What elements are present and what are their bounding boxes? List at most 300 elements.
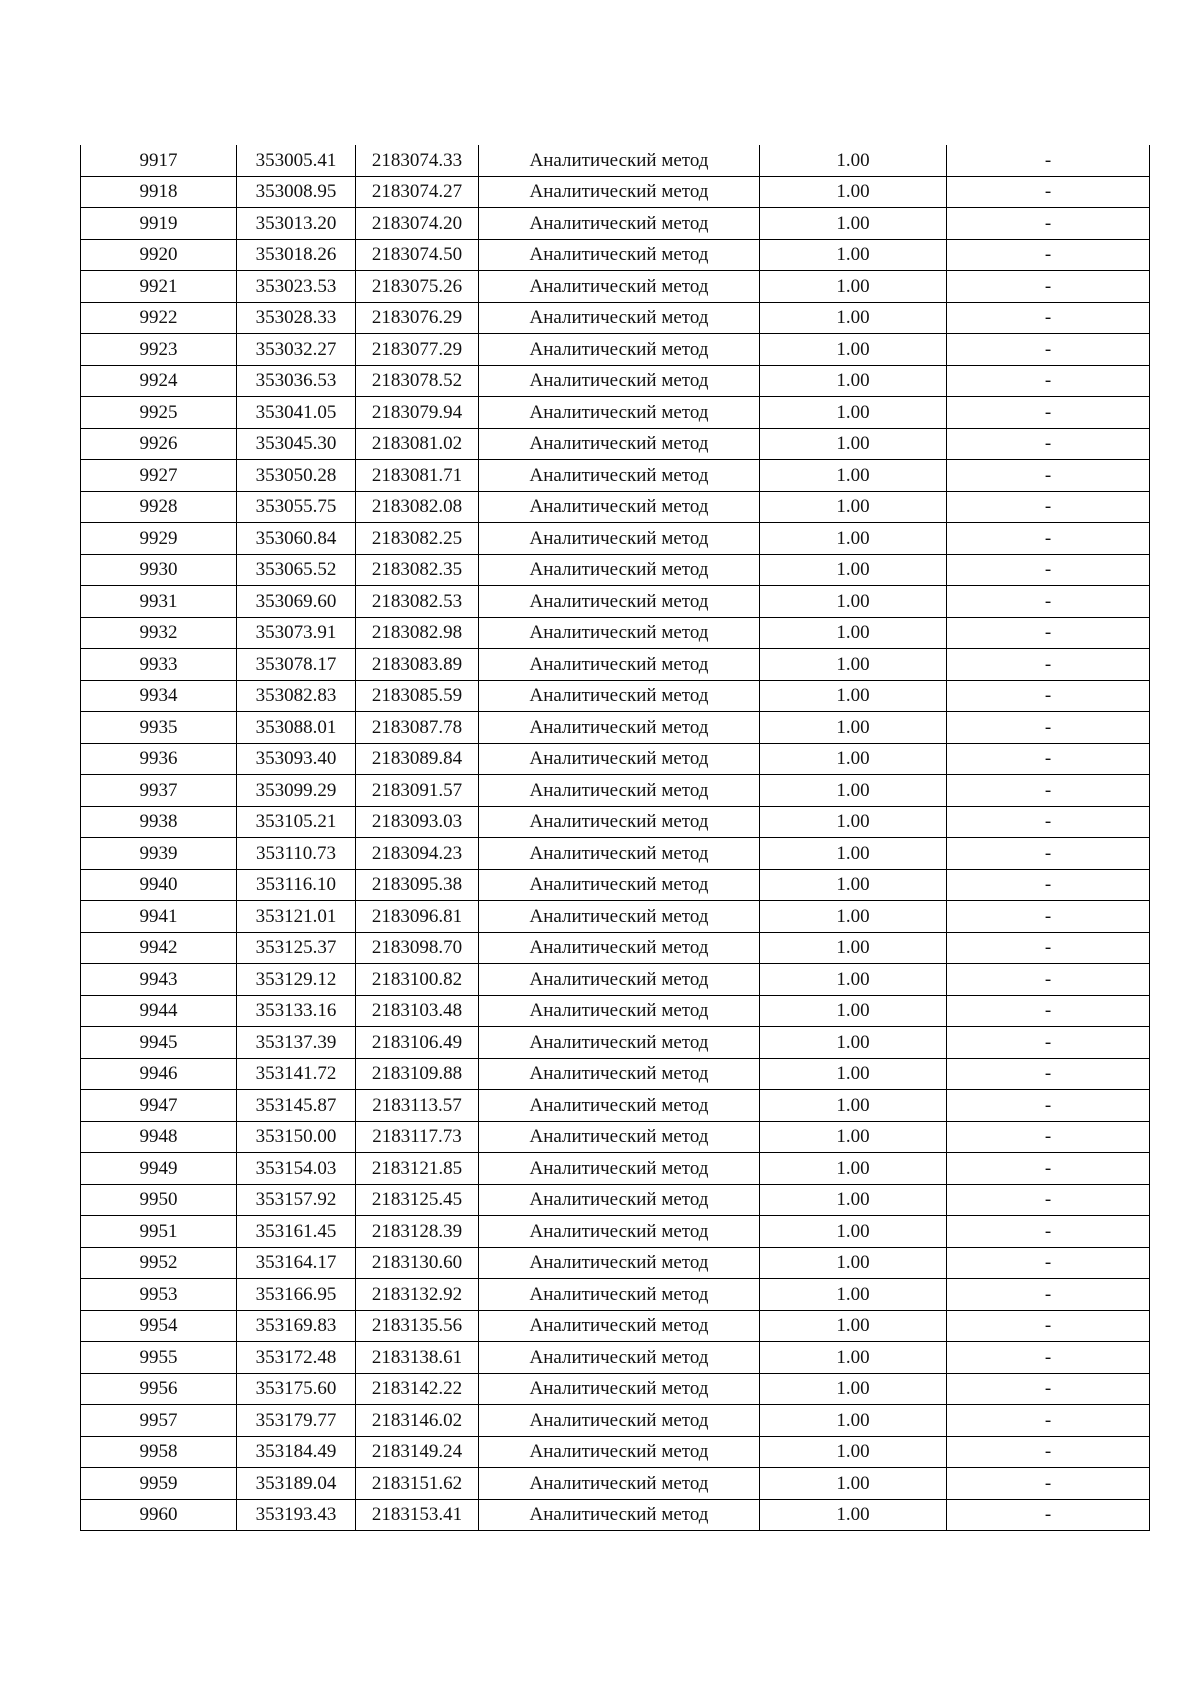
x-coordinate-cell: 353193.43 (237, 1499, 356, 1531)
method-cell: Аналитический метод (479, 176, 760, 208)
table-row (81, 145, 1150, 176)
description-cell: - (947, 1499, 1150, 1531)
point-number-cell: 9949 (81, 1153, 237, 1185)
accuracy-cell: 1.00 (760, 995, 947, 1027)
description-cell: - (947, 838, 1150, 870)
y-coordinate-cell: 2183074.50 (356, 239, 479, 271)
point-number-cell: 9923 (81, 334, 237, 366)
y-coordinate-cell: 2183138.61 (356, 1342, 479, 1374)
y-coordinate-cell: 2183106.49 (356, 1027, 479, 1059)
method-cell: Аналитический метод (479, 964, 760, 996)
point-number-cell: 9919 (81, 208, 237, 240)
description-cell: - (947, 932, 1150, 964)
method-cell: Аналитический метод (479, 1027, 760, 1059)
x-coordinate-cell: 353145.87 (237, 1090, 356, 1122)
method-cell: Аналитический метод (479, 1121, 760, 1153)
description-cell: - (947, 1342, 1150, 1374)
method-cell: Аналитический метод (479, 617, 760, 649)
description-cell: - (947, 1184, 1150, 1216)
accuracy-cell: 1.00 (760, 1279, 947, 1311)
point-number-cell: 9931 (81, 586, 237, 618)
y-coordinate-cell: 2183153.41 (356, 1499, 479, 1531)
x-coordinate-cell: 353069.60 (237, 586, 356, 618)
description-cell: - (947, 334, 1150, 366)
table-row (81, 712, 1150, 744)
method-cell: Аналитический метод (479, 712, 760, 744)
description-cell: - (947, 302, 1150, 334)
y-coordinate-cell: 2183076.29 (356, 302, 479, 334)
method-cell: Аналитический метод (479, 1468, 760, 1500)
coordinates-table (80, 145, 1150, 1531)
method-cell: Аналитический метод (479, 743, 760, 775)
x-coordinate-cell: 353179.77 (237, 1405, 356, 1437)
description-cell: - (947, 208, 1150, 240)
point-number-cell: 9945 (81, 1027, 237, 1059)
description-cell: - (947, 1121, 1150, 1153)
y-coordinate-cell: 2183098.70 (356, 932, 479, 964)
accuracy-cell: 1.00 (760, 271, 947, 303)
table-row (81, 775, 1150, 807)
accuracy-cell: 1.00 (760, 365, 947, 397)
accuracy-cell: 1.00 (760, 1499, 947, 1531)
point-number-cell: 9921 (81, 271, 237, 303)
y-coordinate-cell: 2183149.24 (356, 1436, 479, 1468)
table-row (81, 1058, 1150, 1090)
y-coordinate-cell: 2183091.57 (356, 775, 479, 807)
table-row (81, 428, 1150, 460)
method-cell: Аналитический метод (479, 239, 760, 271)
method-cell: Аналитический метод (479, 995, 760, 1027)
method-cell: Аналитический метод (479, 680, 760, 712)
table-row (81, 491, 1150, 523)
method-cell: Аналитический метод (479, 586, 760, 618)
point-number-cell: 9944 (81, 995, 237, 1027)
y-coordinate-cell: 2183082.35 (356, 554, 479, 586)
point-number-cell: 9951 (81, 1216, 237, 1248)
accuracy-cell: 1.00 (760, 1058, 947, 1090)
y-coordinate-cell: 2183132.92 (356, 1279, 479, 1311)
method-cell: Аналитический метод (479, 806, 760, 838)
method-cell: Аналитический метод (479, 208, 760, 240)
description-cell: - (947, 460, 1150, 492)
method-cell: Аналитический метод (479, 491, 760, 523)
point-number-cell: 9925 (81, 397, 237, 429)
method-cell: Аналитический метод (479, 1216, 760, 1248)
x-coordinate-cell: 353116.10 (237, 869, 356, 901)
accuracy-cell: 1.00 (760, 460, 947, 492)
point-number-cell: 9917 (81, 145, 237, 176)
point-number-cell: 9950 (81, 1184, 237, 1216)
accuracy-cell: 1.00 (760, 1121, 947, 1153)
x-coordinate-cell: 353172.48 (237, 1342, 356, 1374)
point-number-cell: 9922 (81, 302, 237, 334)
y-coordinate-cell: 2183082.98 (356, 617, 479, 649)
accuracy-cell: 1.00 (760, 901, 947, 933)
description-cell: - (947, 649, 1150, 681)
x-coordinate-cell: 353036.53 (237, 365, 356, 397)
method-cell: Аналитический метод (479, 1436, 760, 1468)
method-cell: Аналитический метод (479, 460, 760, 492)
description-cell: - (947, 239, 1150, 271)
accuracy-cell: 1.00 (760, 1027, 947, 1059)
table-row (81, 1121, 1150, 1153)
x-coordinate-cell: 353141.72 (237, 1058, 356, 1090)
table-row (81, 554, 1150, 586)
y-coordinate-cell: 2183087.78 (356, 712, 479, 744)
description-cell: - (947, 491, 1150, 523)
description-cell: - (947, 554, 1150, 586)
description-cell: - (947, 176, 1150, 208)
accuracy-cell: 1.00 (760, 680, 947, 712)
description-cell: - (947, 365, 1150, 397)
x-coordinate-cell: 353137.39 (237, 1027, 356, 1059)
method-cell: Аналитический метод (479, 901, 760, 933)
accuracy-cell: 1.00 (760, 397, 947, 429)
point-number-cell: 9947 (81, 1090, 237, 1122)
point-number-cell: 9936 (81, 743, 237, 775)
method-cell: Аналитический метод (479, 1247, 760, 1279)
method-cell: Аналитический метод (479, 271, 760, 303)
method-cell: Аналитический метод (479, 334, 760, 366)
x-coordinate-cell: 353099.29 (237, 775, 356, 807)
accuracy-cell: 1.00 (760, 428, 947, 460)
accuracy-cell: 1.00 (760, 1342, 947, 1374)
table-row (81, 365, 1150, 397)
x-coordinate-cell: 353184.49 (237, 1436, 356, 1468)
accuracy-cell: 1.00 (760, 239, 947, 271)
y-coordinate-cell: 2183082.08 (356, 491, 479, 523)
table-row (81, 617, 1150, 649)
description-cell: - (947, 586, 1150, 618)
table-row (81, 1499, 1150, 1531)
table-row (81, 869, 1150, 901)
method-cell: Аналитический метод (479, 1310, 760, 1342)
x-coordinate-cell: 353028.33 (237, 302, 356, 334)
accuracy-cell: 1.00 (760, 554, 947, 586)
point-number-cell: 9918 (81, 176, 237, 208)
y-coordinate-cell: 2183121.85 (356, 1153, 479, 1185)
table-row (81, 523, 1150, 555)
point-number-cell: 9960 (81, 1499, 237, 1531)
method-cell: Аналитический метод (479, 1373, 760, 1405)
table-row (81, 1279, 1150, 1311)
description-cell: - (947, 1468, 1150, 1500)
table-row (81, 1436, 1150, 1468)
accuracy-cell: 1.00 (760, 712, 947, 744)
x-coordinate-cell: 353045.30 (237, 428, 356, 460)
point-number-cell: 9957 (81, 1405, 237, 1437)
y-coordinate-cell: 2183074.20 (356, 208, 479, 240)
y-coordinate-cell: 2183074.33 (356, 145, 479, 176)
accuracy-cell: 1.00 (760, 208, 947, 240)
x-coordinate-cell: 353161.45 (237, 1216, 356, 1248)
x-coordinate-cell: 353189.04 (237, 1468, 356, 1500)
y-coordinate-cell: 2183128.39 (356, 1216, 479, 1248)
accuracy-cell: 1.00 (760, 334, 947, 366)
table-row (81, 838, 1150, 870)
table-row (81, 1090, 1150, 1122)
table-row (81, 271, 1150, 303)
accuracy-cell: 1.00 (760, 806, 947, 838)
accuracy-cell: 1.00 (760, 649, 947, 681)
point-number-cell: 9941 (81, 901, 237, 933)
x-coordinate-cell: 353093.40 (237, 743, 356, 775)
x-coordinate-cell: 353073.91 (237, 617, 356, 649)
table-row (81, 649, 1150, 681)
accuracy-cell: 1.00 (760, 586, 947, 618)
point-number-cell: 9930 (81, 554, 237, 586)
y-coordinate-cell: 2183081.71 (356, 460, 479, 492)
method-cell: Аналитический метод (479, 523, 760, 555)
method-cell: Аналитический метод (479, 775, 760, 807)
y-coordinate-cell: 2183130.60 (356, 1247, 479, 1279)
accuracy-cell: 1.00 (760, 1247, 947, 1279)
description-cell: - (947, 1247, 1150, 1279)
table-row (81, 995, 1150, 1027)
y-coordinate-cell: 2183103.48 (356, 995, 479, 1027)
method-cell: Аналитический метод (479, 428, 760, 460)
x-coordinate-cell: 353125.37 (237, 932, 356, 964)
accuracy-cell: 1.00 (760, 1216, 947, 1248)
y-coordinate-cell: 2183146.02 (356, 1405, 479, 1437)
x-coordinate-cell: 353018.26 (237, 239, 356, 271)
x-coordinate-cell: 353164.17 (237, 1247, 356, 1279)
coordinates-table-body (81, 145, 1150, 1531)
point-number-cell: 9953 (81, 1279, 237, 1311)
accuracy-cell: 1.00 (760, 1310, 947, 1342)
description-cell: - (947, 1405, 1150, 1437)
table-row (81, 239, 1150, 271)
x-coordinate-cell: 353032.27 (237, 334, 356, 366)
accuracy-cell: 1.00 (760, 1373, 947, 1405)
accuracy-cell: 1.00 (760, 743, 947, 775)
accuracy-cell: 1.00 (760, 1090, 947, 1122)
method-cell: Аналитический метод (479, 365, 760, 397)
description-cell: - (947, 680, 1150, 712)
description-cell: - (947, 806, 1150, 838)
method-cell: Аналитический метод (479, 932, 760, 964)
point-number-cell: 9952 (81, 1247, 237, 1279)
x-coordinate-cell: 353005.41 (237, 145, 356, 176)
y-coordinate-cell: 2183082.53 (356, 586, 479, 618)
table-row (81, 176, 1150, 208)
x-coordinate-cell: 353166.95 (237, 1279, 356, 1311)
method-cell: Аналитический метод (479, 302, 760, 334)
accuracy-cell: 1.00 (760, 491, 947, 523)
y-coordinate-cell: 2183083.89 (356, 649, 479, 681)
x-coordinate-cell: 353121.01 (237, 901, 356, 933)
point-number-cell: 9956 (81, 1373, 237, 1405)
description-cell: - (947, 995, 1150, 1027)
point-number-cell: 9955 (81, 1342, 237, 1374)
table-row (81, 1027, 1150, 1059)
table-row (81, 1405, 1150, 1437)
x-coordinate-cell: 353154.03 (237, 1153, 356, 1185)
table-row (81, 208, 1150, 240)
table-row (81, 680, 1150, 712)
description-cell: - (947, 964, 1150, 996)
point-number-cell: 9939 (81, 838, 237, 870)
description-cell: - (947, 775, 1150, 807)
table-row (81, 397, 1150, 429)
accuracy-cell: 1.00 (760, 964, 947, 996)
point-number-cell: 9935 (81, 712, 237, 744)
description-cell: - (947, 1027, 1150, 1059)
accuracy-cell: 1.00 (760, 145, 947, 176)
point-number-cell: 9946 (81, 1058, 237, 1090)
y-coordinate-cell: 2183135.56 (356, 1310, 479, 1342)
accuracy-cell: 1.00 (760, 1436, 947, 1468)
y-coordinate-cell: 2183085.59 (356, 680, 479, 712)
y-coordinate-cell: 2183142.22 (356, 1373, 479, 1405)
point-number-cell: 9927 (81, 460, 237, 492)
description-cell: - (947, 397, 1150, 429)
table-row (81, 586, 1150, 618)
x-coordinate-cell: 353023.53 (237, 271, 356, 303)
description-cell: - (947, 1090, 1150, 1122)
point-number-cell: 9924 (81, 365, 237, 397)
x-coordinate-cell: 353078.17 (237, 649, 356, 681)
description-cell: - (947, 1216, 1150, 1248)
point-number-cell: 9929 (81, 523, 237, 555)
method-cell: Аналитический метод (479, 1058, 760, 1090)
table-row (81, 1184, 1150, 1216)
accuracy-cell: 1.00 (760, 1405, 947, 1437)
table-row (81, 1216, 1150, 1248)
y-coordinate-cell: 2183074.27 (356, 176, 479, 208)
method-cell: Аналитический метод (479, 838, 760, 870)
method-cell: Аналитический метод (479, 1279, 760, 1311)
y-coordinate-cell: 2183151.62 (356, 1468, 479, 1500)
y-coordinate-cell: 2183113.57 (356, 1090, 479, 1122)
description-cell: - (947, 743, 1150, 775)
point-number-cell: 9926 (81, 428, 237, 460)
x-coordinate-cell: 353060.84 (237, 523, 356, 555)
table-row (81, 932, 1150, 964)
description-cell: - (947, 1279, 1150, 1311)
point-number-cell: 9954 (81, 1310, 237, 1342)
description-cell: - (947, 1373, 1150, 1405)
table-row (81, 806, 1150, 838)
point-number-cell: 9942 (81, 932, 237, 964)
point-number-cell: 9932 (81, 617, 237, 649)
table-row (81, 1247, 1150, 1279)
method-cell: Аналитический метод (479, 1184, 760, 1216)
y-coordinate-cell: 2183093.03 (356, 806, 479, 838)
description-cell: - (947, 145, 1150, 176)
point-number-cell: 9928 (81, 491, 237, 523)
x-coordinate-cell: 353133.16 (237, 995, 356, 1027)
accuracy-cell: 1.00 (760, 302, 947, 334)
table-row (81, 460, 1150, 492)
method-cell: Аналитический метод (479, 1153, 760, 1185)
description-cell: - (947, 712, 1150, 744)
accuracy-cell: 1.00 (760, 523, 947, 555)
x-coordinate-cell: 353150.00 (237, 1121, 356, 1153)
y-coordinate-cell: 2183100.82 (356, 964, 479, 996)
method-cell: Аналитический метод (479, 1342, 760, 1374)
description-cell: - (947, 1436, 1150, 1468)
y-coordinate-cell: 2183078.52 (356, 365, 479, 397)
point-number-cell: 9934 (81, 680, 237, 712)
x-coordinate-cell: 353008.95 (237, 176, 356, 208)
point-number-cell: 9937 (81, 775, 237, 807)
x-coordinate-cell: 353055.75 (237, 491, 356, 523)
description-cell: - (947, 869, 1150, 901)
x-coordinate-cell: 353169.83 (237, 1310, 356, 1342)
y-coordinate-cell: 2183089.84 (356, 743, 479, 775)
description-cell: - (947, 1153, 1150, 1185)
method-cell: Аналитический метод (479, 1090, 760, 1122)
method-cell: Аналитический метод (479, 1405, 760, 1437)
y-coordinate-cell: 2183094.23 (356, 838, 479, 870)
table-row (81, 1468, 1150, 1500)
table-row (81, 1342, 1150, 1374)
accuracy-cell: 1.00 (760, 838, 947, 870)
x-coordinate-cell: 353110.73 (237, 838, 356, 870)
table-row (81, 1310, 1150, 1342)
method-cell: Аналитический метод (479, 1499, 760, 1531)
y-coordinate-cell: 2183109.88 (356, 1058, 479, 1090)
description-cell: - (947, 271, 1150, 303)
table-row (81, 1153, 1150, 1185)
point-number-cell: 9943 (81, 964, 237, 996)
x-coordinate-cell: 353105.21 (237, 806, 356, 838)
point-number-cell: 9948 (81, 1121, 237, 1153)
description-cell: - (947, 1310, 1150, 1342)
point-number-cell: 9940 (81, 869, 237, 901)
y-coordinate-cell: 2183079.94 (356, 397, 479, 429)
description-cell: - (947, 523, 1150, 555)
point-number-cell: 9959 (81, 1468, 237, 1500)
description-cell: - (947, 1058, 1150, 1090)
y-coordinate-cell: 2183096.81 (356, 901, 479, 933)
x-coordinate-cell: 353175.60 (237, 1373, 356, 1405)
x-coordinate-cell: 353041.05 (237, 397, 356, 429)
y-coordinate-cell: 2183117.73 (356, 1121, 479, 1153)
x-coordinate-cell: 353065.52 (237, 554, 356, 586)
accuracy-cell: 1.00 (760, 176, 947, 208)
description-cell: - (947, 617, 1150, 649)
x-coordinate-cell: 353082.83 (237, 680, 356, 712)
table-row (81, 901, 1150, 933)
point-number-cell: 9920 (81, 239, 237, 271)
x-coordinate-cell: 353088.01 (237, 712, 356, 744)
point-number-cell: 9958 (81, 1436, 237, 1468)
description-cell: - (947, 901, 1150, 933)
y-coordinate-cell: 2183077.29 (356, 334, 479, 366)
accuracy-cell: 1.00 (760, 1468, 947, 1500)
description-cell: - (947, 428, 1150, 460)
accuracy-cell: 1.00 (760, 617, 947, 649)
table-row (81, 334, 1150, 366)
x-coordinate-cell: 353157.92 (237, 1184, 356, 1216)
method-cell: Аналитический метод (479, 649, 760, 681)
method-cell: Аналитический метод (479, 397, 760, 429)
x-coordinate-cell: 353050.28 (237, 460, 356, 492)
accuracy-cell: 1.00 (760, 1184, 947, 1216)
y-coordinate-cell: 2183095.38 (356, 869, 479, 901)
table-row (81, 1373, 1150, 1405)
method-cell: Аналитический метод (479, 869, 760, 901)
accuracy-cell: 1.00 (760, 1153, 947, 1185)
y-coordinate-cell: 2183081.02 (356, 428, 479, 460)
x-coordinate-cell: 353129.12 (237, 964, 356, 996)
point-number-cell: 9938 (81, 806, 237, 838)
table-row (81, 302, 1150, 334)
table-row (81, 964, 1150, 996)
y-coordinate-cell: 2183125.45 (356, 1184, 479, 1216)
